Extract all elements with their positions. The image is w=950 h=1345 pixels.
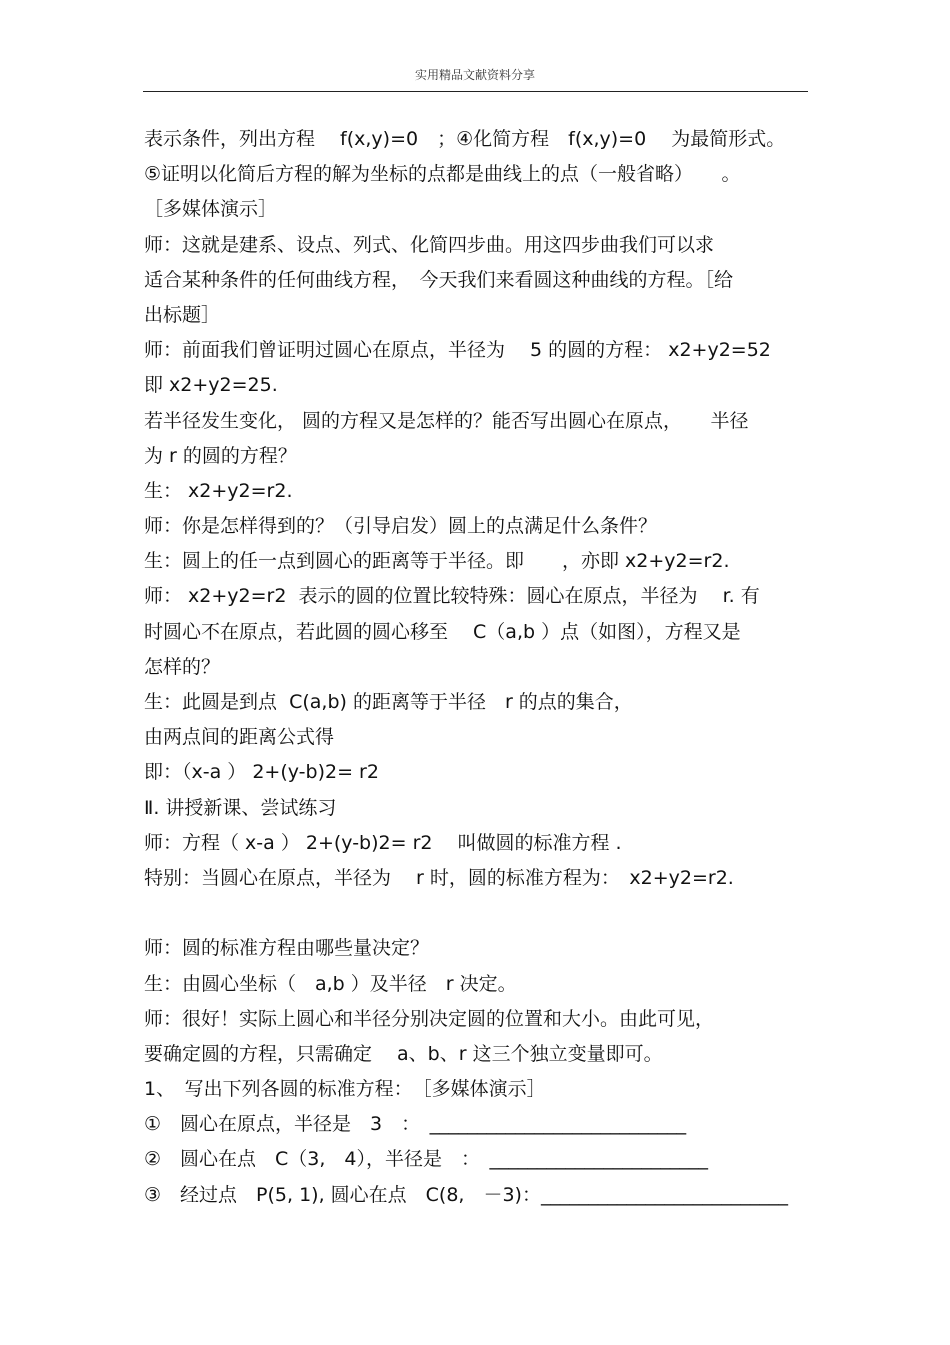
text-line: 师：这就是建系、设点、列式、化简四步曲。用这四步曲我们可以求 bbox=[144, 233, 715, 256]
text-line: ［多媒体演示］ bbox=[144, 198, 278, 221]
page-header: 实用精品文献资料分享 bbox=[414, 68, 535, 82]
text-line: 生：由圆心坐标（ a,b ）及半径 r 决定。 bbox=[144, 972, 517, 995]
text-line: 师：方程（ x-a ） 2+(y-b)2= r2 叫做圆的标准方程 . bbox=[144, 831, 622, 854]
exercise-item: ③ 经过点 P(5, 1), 圆心在点 C(8, －3)：__________________________ bbox=[144, 1183, 788, 1206]
text-line: 怎样的？ bbox=[144, 655, 221, 678]
text-line: 由两点间的距离公式得 bbox=[144, 726, 335, 749]
text-line: 若半径发生变化， 圆的方程又是怎样的？能否写出圆心在原点， 半径 bbox=[144, 409, 749, 432]
text-line: 师：前面我们曾证明过圆心在原点，半径为 5 的圆的方程： x2+y2=52 bbox=[144, 339, 771, 362]
text-line: 师：很好！实际上圆心和半径分别决定圆的位置和大小。由此可见， bbox=[144, 1007, 715, 1030]
text-line: 时圆心不在原点，若此圆的圆心移至 C（a,b ）点（如图），方程又是 bbox=[144, 620, 741, 643]
text-line: 即 x2+y2=25. bbox=[144, 374, 278, 397]
section-heading: Ⅱ. 讲授新课、尝试练习 bbox=[144, 796, 337, 819]
text-line: 表示条件，列出方程 f(x,y)=0 ；④化简方程 f(x,y)=0 为最简形式。 bbox=[144, 128, 786, 150]
document-body bbox=[144, 122, 834, 1213]
blank-line bbox=[144, 896, 834, 931]
text-line: 特别：当圆心在原点，半径为 r 时，圆的标准方程为： x2+y2=r2. bbox=[144, 866, 734, 889]
text-line: 适合某种条件的任何曲线方程， 今天我们来看圆这种曲线的方程。［给 bbox=[144, 268, 734, 291]
text-line: 师：圆的标准方程由哪些量决定？ bbox=[144, 937, 430, 960]
exercise-item: ② 圆心在点 C（3, 4），半径是 ： _______________________ bbox=[144, 1148, 709, 1171]
header-divider bbox=[143, 91, 808, 92]
text-line: 生：圆上的任一点到圆心的距离等于半径。即 ，亦即 x2+y2=r2. bbox=[144, 550, 730, 573]
text-line: 师： x2+y2=r2 表示的圆的位置比较特殊：圆心在原点，半径为 r. 有 bbox=[144, 585, 760, 608]
text-line: ⑤证明以化简后方程的解为坐标的点都是曲线上的点（一般省略） 。 bbox=[144, 163, 741, 186]
text-line: 师：你是怎样得到的？（引导启发）圆上的点满足什么条件？ bbox=[144, 515, 658, 538]
text-line: 出标题］ bbox=[144, 303, 221, 326]
exercise-item: ① 圆心在原点，半径是 3 ： ___________________________ bbox=[144, 1113, 687, 1136]
text-line: 为 r 的圆的方程？ bbox=[144, 444, 297, 467]
text-line: 生：此圆是到点 C(a,b) 的距离等于半径 r 的点的集合， bbox=[144, 691, 633, 713]
text-line: 要确定圆的方程，只需确定 a、b、r 这三个独立变量即可。 bbox=[144, 1042, 663, 1065]
exercise-heading: 1、 写出下列各圆的标准方程： ［多媒体演示］ bbox=[144, 1078, 546, 1101]
text-line: 生： x2+y2=r2. bbox=[144, 479, 293, 502]
text-line: 即：（x-a ） 2+(y-b)2= r2 bbox=[144, 761, 379, 784]
